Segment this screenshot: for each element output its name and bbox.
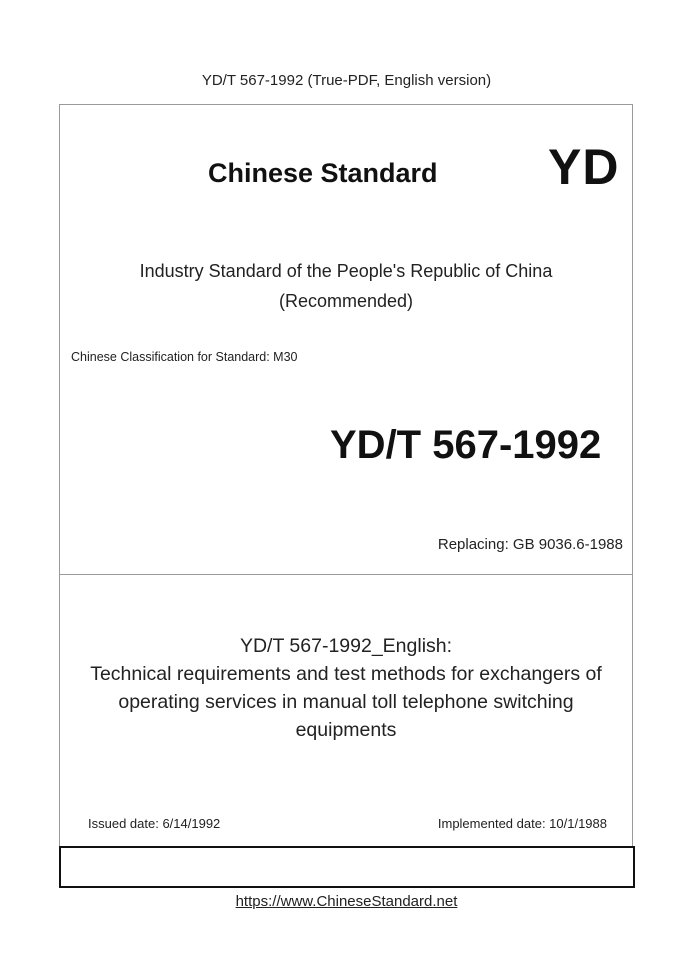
document-title xyxy=(59,632,633,744)
industry-statement xyxy=(59,256,633,316)
standard-title: Chinese Standard xyxy=(208,158,438,188)
industry-line-1: Industry Standard of the People's Republic of China xyxy=(139,261,553,281)
document-title-line-3: operating services in manual toll telephone switching xyxy=(118,691,574,713)
page-header: YD/T 567-1992 (True-PDF, English version) xyxy=(201,72,492,89)
standard-number: YD/T 567-1992 xyxy=(330,423,602,467)
footer xyxy=(0,893,693,910)
website-link[interactable]: https://www.ChineseStandard.net xyxy=(235,893,458,910)
classification-label: Chinese Classification for Standard: M30 xyxy=(71,350,298,364)
standard-code-logo: YD xyxy=(548,139,620,195)
implemented-date: Implemented date: 10/1/1988 xyxy=(437,816,607,831)
replacing-label: Replacing: GB 9036.6-1988 xyxy=(437,536,623,553)
document-title-line-1: YD/T 567-1992_English: xyxy=(239,635,453,657)
document-title-line-4: equipments xyxy=(295,719,397,741)
industry-line-2: (Recommended) xyxy=(278,291,414,311)
issued-date: Issued date: 6/14/1992 xyxy=(88,816,221,831)
document-title-line-2: Technical requirements and test methods for exchangers of xyxy=(90,663,602,685)
cover-bottom-box xyxy=(59,846,635,888)
